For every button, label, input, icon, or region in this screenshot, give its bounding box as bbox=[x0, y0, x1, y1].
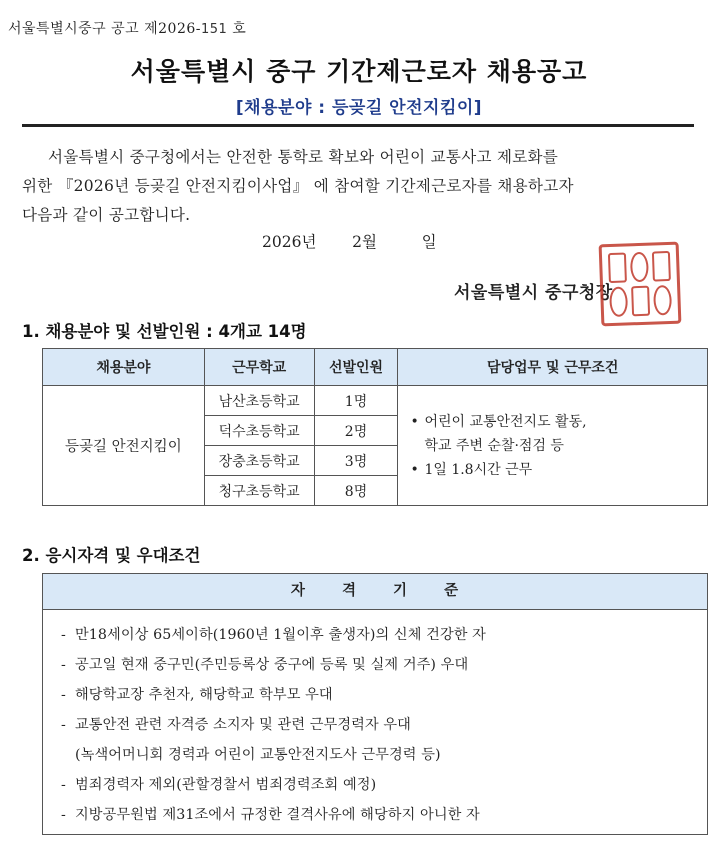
list-item: - 만18세이상 65세이하(1960년 1월이후 출생자)의 신체 건강한 자 bbox=[61, 627, 486, 643]
col-header-count: 선발인원 bbox=[314, 349, 398, 386]
list-item: - 해당학교장 추천자, 해당학교 학부모 우대 bbox=[61, 687, 333, 703]
qualification-text: 공고일 현재 중구민(주민등록상 중구에 등록 및 실제 거주) 우대 bbox=[75, 657, 469, 673]
title-divider bbox=[22, 124, 694, 127]
school-cell: 덕수초등학교 bbox=[204, 416, 314, 446]
duties-list bbox=[410, 410, 699, 482]
recruitment-table bbox=[42, 348, 708, 506]
page-title: 서울특별시 중구 기간제근로자 채용공고 bbox=[130, 57, 588, 86]
qualification-header: 자 격 기 준 bbox=[43, 574, 707, 610]
intro-line-3: 다음과 같이 공고합니다. bbox=[22, 206, 191, 224]
list-item: - 지방공무원법 제31조에서 규정한 결격사유에 해당하지 아니한 자 bbox=[61, 807, 480, 823]
intro-line-1: 서울특별시 중구청에서는 안전한 통학로 확보와 어린이 교통사고 제로화를 bbox=[48, 148, 559, 166]
qualification-text: 만18세이상 65세이하(1960년 1월이후 출생자)의 신체 건강한 자 bbox=[75, 627, 486, 643]
col-header-field: 채용분야 bbox=[43, 349, 205, 386]
field-cell: 등곶길 안전지킴이 bbox=[43, 386, 205, 506]
section-2-heading: 2. 응시자격 및 우대조건 bbox=[22, 546, 201, 565]
qualification-box bbox=[42, 573, 708, 835]
count-cell: 8명 bbox=[314, 476, 398, 506]
col-header-school: 근무학교 bbox=[204, 349, 314, 386]
seal-glyph bbox=[652, 251, 671, 282]
table-header-row bbox=[43, 349, 708, 386]
seal-glyph bbox=[609, 286, 628, 317]
list-item: - 범죄경력자 제외(관할경찰서 범죄경력조회 예정) bbox=[61, 777, 377, 793]
list-item: - 교통안전 관련 자격증 소지자 및 관련 근무경력자 우대 bbox=[61, 717, 411, 733]
notice-number-suffix: 호 bbox=[232, 21, 247, 37]
qualification-list bbox=[43, 610, 707, 830]
notice-number-prefix: 서울특별시중구 공고 제2026- bbox=[8, 21, 201, 37]
notice-number-handwritten: 151 bbox=[201, 22, 228, 37]
count-cell: 1명 bbox=[314, 386, 398, 416]
col-header-duties: 담당업무 및 근무조건 bbox=[398, 349, 708, 386]
intro-line-2: 위한 『2026년 등곶길 안전지킴이사업』 에 참여할 기간제근로자를 채용하고자 bbox=[22, 177, 574, 195]
duty-item-continued: 학교 주변 순찰·점검 등 bbox=[424, 437, 564, 454]
duty-item: • 1일 1.8시간 근무 bbox=[424, 458, 699, 482]
page-subtitle: [채용분야 : 등곶길 안전지킴이] bbox=[235, 98, 483, 118]
list-item-continued: (녹색어머니회 경력과 어린이 교통안전지도사 근무경력 등) bbox=[75, 747, 441, 763]
seal-glyph bbox=[653, 285, 672, 316]
school-cell: 청구초등학교 bbox=[204, 476, 314, 506]
qualification-text: 교통안전 관련 자격증 소지자 및 관련 근무경력자 우대 bbox=[75, 717, 411, 733]
school-cell: 장충초등학교 bbox=[204, 446, 314, 476]
qualification-text: 지방공무원법 제31조에서 규정한 결격사유에 해당하지 아니한 자 bbox=[75, 807, 480, 823]
notice-date-text: 2026년 2월 일 bbox=[262, 233, 437, 251]
list-item: - 공고일 현재 중구민(주민등록상 중구에 등록 및 실제 거주) 우대 bbox=[61, 657, 469, 673]
seal-glyph bbox=[608, 252, 627, 283]
intro-paragraph bbox=[22, 143, 692, 230]
count-cell: 2명 bbox=[314, 416, 398, 446]
school-cell: 남산초등학교 bbox=[204, 386, 314, 416]
table-row bbox=[43, 386, 708, 416]
qualification-text: 범죄경력자 제외(관할경찰서 범죄경력조회 예정) bbox=[75, 777, 377, 793]
duties-cell bbox=[398, 386, 708, 506]
notice-date bbox=[262, 230, 437, 252]
seal-glyph bbox=[631, 286, 650, 317]
section-1-heading: 1. 채용분야 및 선발인원 : 4개교 14명 bbox=[22, 322, 307, 341]
issuer-name: 서울특별시 중구청장 bbox=[454, 283, 613, 303]
duty-item: • 어린이 교통안전지도 활동, bbox=[424, 410, 699, 434]
notice-number bbox=[8, 18, 246, 38]
seal-glyph bbox=[630, 252, 649, 283]
official-seal-icon bbox=[599, 242, 682, 327]
count-cell: 3명 bbox=[314, 446, 398, 476]
qualification-text: 해당학교장 추천자, 해당학교 학부모 우대 bbox=[75, 687, 333, 703]
